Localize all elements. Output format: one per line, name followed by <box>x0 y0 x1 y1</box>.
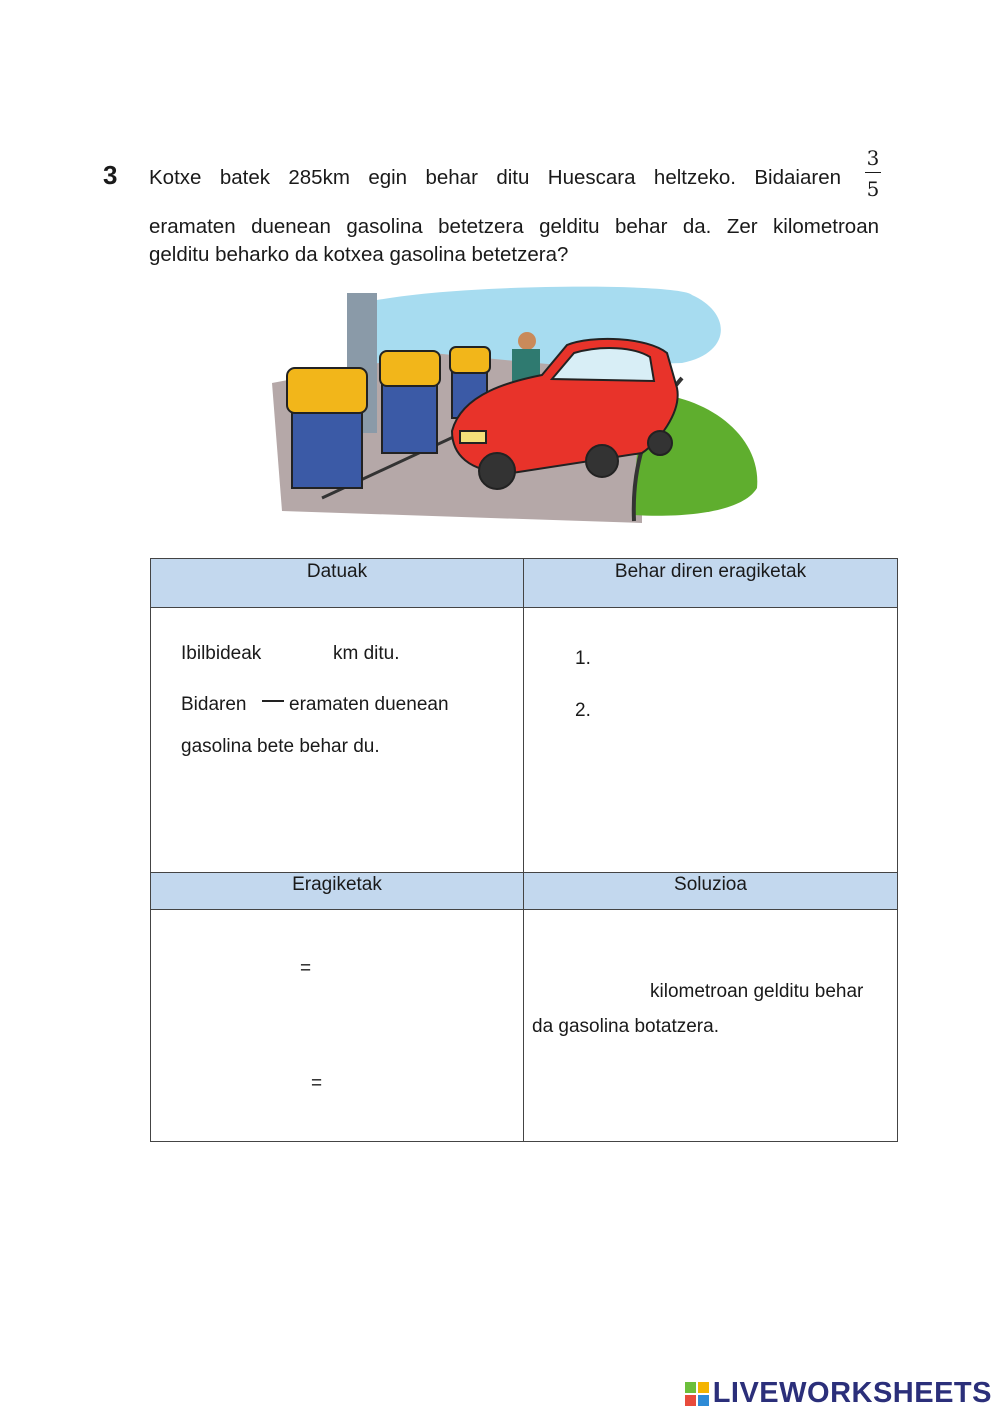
header-behar-diren-eragiketak: Behar diren eragiketak <box>524 559 898 608</box>
list-item: 1. <box>575 648 591 669</box>
fraction-numerator: 3 <box>866 146 880 170</box>
datuak-cell <box>151 608 524 873</box>
equals-sign: = <box>311 1073 323 1094</box>
behar-diren-eragiketak-cell <box>524 608 898 873</box>
logo-text: LIVEWORKSHEETS <box>712 1377 992 1409</box>
header-datuak: Datuak <box>151 559 524 608</box>
ibilbideak-label: Ibilbideak <box>181 643 262 664</box>
equals-sign: = <box>300 958 312 979</box>
header-soluzioa: Soluzioa <box>524 873 898 910</box>
soluzioa-line1: kilometroan gelditu behar <box>650 981 864 1002</box>
worksheet-table <box>150 558 898 1142</box>
list-item: 2. <box>575 700 591 721</box>
fraction-blank <box>262 700 284 702</box>
gasolina-label: gasolina bete behar du. <box>181 736 380 757</box>
question-text-line3: gelditu beharko da kotxea gasolina betetzera? <box>149 243 569 266</box>
logo-icon <box>684 1381 710 1407</box>
fraction-bar <box>865 172 881 173</box>
liveworksheets-logo <box>684 1377 992 1410</box>
bidaren-label: Bidaren <box>181 694 247 715</box>
eramaten-label: eramaten duenean <box>289 694 449 715</box>
km-ditu-label: km ditu. <box>333 643 400 664</box>
gas-station-illustration <box>262 283 762 523</box>
question-number: 3 <box>103 160 118 190</box>
soluzioa-line2: da gasolina botatzera. <box>532 1016 719 1037</box>
question-text-line2: eramaten duenean gasolina betetzera gelditu behar da. Zer kilometroan <box>149 215 879 238</box>
fraction <box>862 146 884 201</box>
fraction-denominator: 5 <box>866 177 880 201</box>
question-text-line1: Kotxe batek 285km egin behar ditu Huescara heltzeko. Bidaiaren <box>149 166 841 189</box>
header-eragiketak: Eragiketak <box>151 873 524 910</box>
soluzioa-cell <box>524 910 898 1142</box>
eragiketak-cell <box>151 910 524 1142</box>
